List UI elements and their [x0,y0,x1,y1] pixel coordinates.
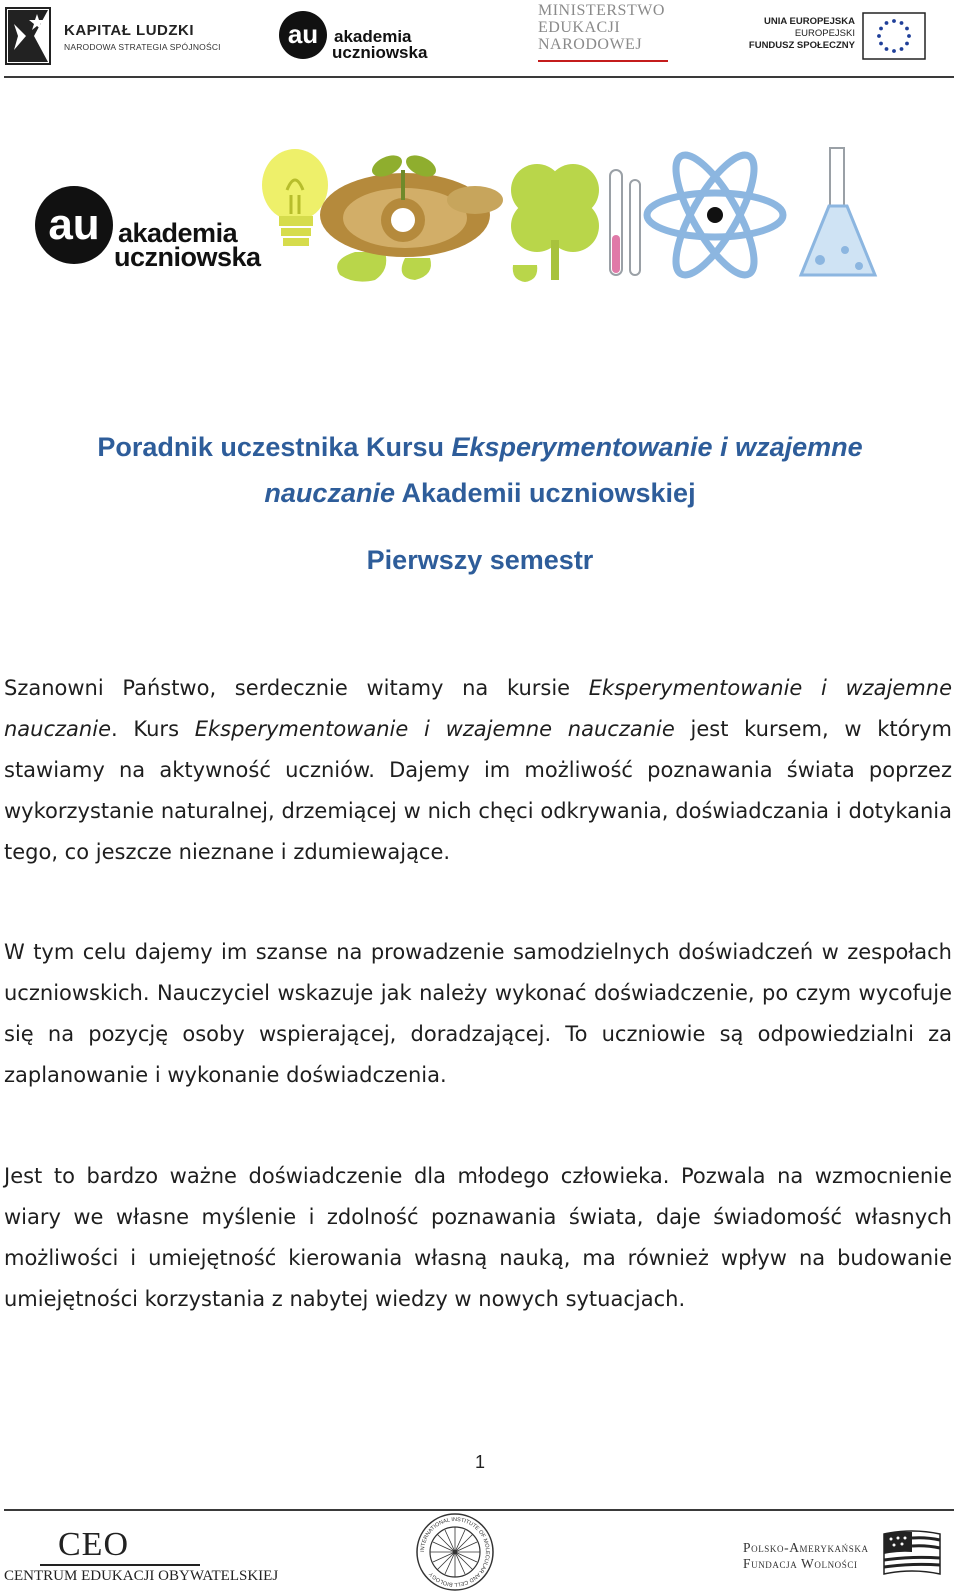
akademia-small-logo-mark [278,10,328,60]
kapital-ludzki-title: KAPITAŁ LUDZKI [64,22,195,39]
document-title-line1 [0,432,960,463]
ministry-logo-text [538,2,665,53]
ministry-line3: NARODOWEJ [538,36,643,53]
title-suffix: Akademii uczniowskiej [394,478,696,508]
eu-flag-icon [862,12,926,60]
footer-divider [4,1509,954,1511]
ministry-line1: MINISTERSTWO [538,2,665,19]
eu-star [900,47,904,51]
page-number: 1 [474,1452,485,1472]
clover-icon [511,164,599,282]
paragraph-welcome [4,668,952,873]
banner-illustrations [255,140,885,285]
title-course-name-part1: Eksperymentowanie i wzajemne [451,432,863,462]
eu-line1: UNIA EUROPEJSKA [764,16,855,27]
eu-star [885,47,889,51]
akademia-banner-logo-letters: au [48,200,100,249]
flask-icon [801,148,875,275]
eu-star [892,49,896,53]
header-divider [4,76,954,78]
eu-star [905,42,909,46]
paf-line2: Fundacja Wolności [743,1556,858,1571]
seedling-icon [320,151,503,282]
test-tubes-icon [610,170,640,275]
eu-line2: EUROPEJSKI [794,28,855,39]
header-logos [0,0,960,80]
akademia-banner [0,140,960,290]
eu-line3: FUNDUSZ SPOŁECZNY [748,40,855,51]
akademia-banner-word2: uczniowska [114,242,261,272]
ministry-line2: EDUKACJI [538,19,621,36]
eu-star [905,27,909,31]
paragraph-importance: Jest to bardzo ważne doświadczenie dla młodego człowieka. Pozwala na wzmocnienie wiary we własne myślenie i zdolność poznawania świata, daje świadomość własnych możliwości i umiejętność kierowania własną nauką, ma również wpływ na budowanie umiejętności korzystania z nabytej wiedzy w nowych sytuacjach. [4,1164,952,1311]
kapital-ludzki-logo-icon [4,6,54,66]
eu-star [879,27,883,31]
p1-course-name-2: Eksperymentowanie i wzajemne nauczanie [194,717,675,741]
document-subtitle: Pierwszy semestr [366,545,594,575]
eu-logo-text [745,16,855,52]
eu-star [879,42,883,46]
us-flag-icon [882,1528,942,1580]
paf-line1: Polsko-Amerykańska [743,1540,869,1555]
p1-text-e: jest kursem, w którym stawiamy na aktywność uczniów. Dajemy im możliwość poznawania świata poprzez wykorzystanie naturalnej, drzemiącej w nich chęci odkrywania, doświadczania i dotykania tego, co jeszcze nieznane i zdumiewające. [4,717,952,864]
institute-ring-text: INTERNATIONAL INSTITUTE OF MOLECULAR AND CELL BIOLOGY [419,1516,491,1588]
akademia-small-logo-letters: au [287,19,319,49]
ceo-logo-text: CEO [58,1526,129,1563]
akademia-small-word1: akademia [334,27,412,46]
atom-icon [647,145,783,285]
paf-logo-text [743,1540,869,1572]
akademia-small-word2: uczniowska [332,43,428,62]
ceo-full-name: CENTRUM EDUKACJI OBYWATELSKIEJ [4,1568,279,1584]
akademia-banner-logo-mark [34,185,114,265]
document-title-line2 [0,478,960,509]
ministry-red-rule [538,60,668,62]
kapital-ludzki-subtitle: NARODOWA STRATEGIA SPÓJNOŚCI [64,42,221,52]
eu-star [877,34,881,38]
akademia-banner-word1: akademia [118,218,238,248]
eu-star [892,19,896,23]
title-prefix: Poradnik uczestnika Kursu [97,432,452,462]
title-course-name-part2: nauczanie [264,478,395,508]
eu-star [885,21,889,25]
eu-star [907,34,911,38]
lightbulb-icon [262,149,328,246]
globe-icon [415,1512,495,1592]
p1-course-name-1: Eksperymentowanie i wzajemne nauczanie [4,676,952,741]
paragraph-goal: W tym celu dajemy im szanse na prowadzenie samodzielnych doświadczeń w zespołach uczniowskich. Nauczyciel wskazuje jak należy wykonać doświadczenie, po czym wycofuje się na pozycję osoby wspierającej, doradzającej. To uczniowie są odpowiedzialni za zaplanowanie i wykonanie doświadczenia. [4,940,952,1087]
p1-text-a: Szanowni Państwo, serdecznie witamy na kursie [4,676,589,700]
p1-text-c: . Kurs [111,717,195,741]
eu-star [900,21,904,25]
